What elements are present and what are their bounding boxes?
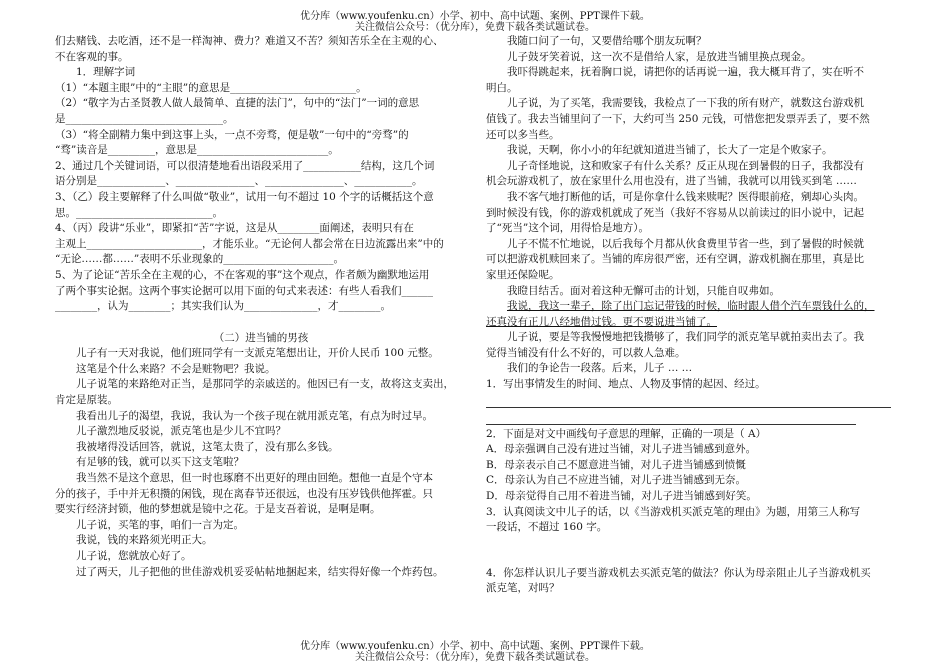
story-line: 我吓得跳起来，抚着胸口说，请把你的话再说一遍，我大概耳背了，实在听不 [507,66,864,79]
question-2: 2．下面是对文中画线句子意思的理解，正确的一项是（ A） [486,427,767,440]
story-line: 了“死当”这个词，用得恰是地方）。 [486,222,649,235]
underlined-sentence: 我说，我这一辈子，除了出门忘记带钱的时候，临时跟人借个汽车票钱什么的， [507,300,875,313]
story-line: 儿子说，为了买笔，我需要钱，我检点了一下我的所有财产，就数这台游戏机 [507,97,864,110]
story-line: 家里还保险呢。 [486,268,560,281]
question-1-title: 1．理解字词 [76,66,136,79]
story-line: 儿子说笔的来路绝对正当，是那同学的亲戚送的。他因已有一支，故将这支卖出， [76,378,454,391]
question-3: 3．认真阅读文中儿子的话，以《当游戏机买派克笔的理由》为题，用第三人称写 [486,505,861,518]
question-1b: （2）“敬字为古圣贤教人做人最简单、直捷的法门”，句中的“法门”一词的意思 [55,97,420,110]
question-1b-cont: 是______________________________。 [55,112,234,125]
story-line: 儿子激烈地反驳说，派克笔也是少儿不宜吗？ [76,425,286,438]
story-line: 过了两天，儿子把他的世佳游戏机妥妥帖帖地捆起来，结实得好像一个炸药包。 [76,565,444,578]
question-1c: （3）“将全副精力集中到这事上头，一点不旁骛，便是敬”一句中的“旁骛”的 [55,128,409,141]
story-line: 儿子说，您就放心好了。 [76,550,192,562]
story-line: 还可以多当些。 [486,128,560,141]
story-line: 儿子说，要是等我慢慢地把钱攒够了，我们同学的派克笔早就拍卖出去了。我 [507,331,864,344]
option-a: A．母亲强调自己没有进过当铺，对儿子进当铺感到意外。 [486,443,757,456]
story-line: 我瞪目结舌。面对着这种无懈可击的计划，只能自叹弗如。 [507,284,780,297]
answer-line[interactable] [486,410,856,425]
story-line: 有足够的钱，就可以买下这支笔啦？ [76,456,244,469]
question-4: 4、（丙）段讲“乐业”，即紧扣“苦”字说，这是从________面阐述，表明只有在 [55,222,414,235]
story-line: 儿子不慌不忙地说，以后我每个月都从伙食费里节省一些，到了暑假的时候就 [507,237,864,250]
story-line: 我当然不是这个意思，但一时也琢磨不出更好的理由回绝。想他一直是个守本 [76,472,433,485]
story-line: 我说，天啊，你小小的年纪就知道进当铺了，长大了一定是个败家子。 [507,144,833,157]
story-line: 儿子奇怪地说，这和败家子有什么关系？反正从现在到暑假的日子，我都没有 [507,159,864,172]
header-line-1: 优分库（www.youfenku.cn）小学、初中、高中试题、案例、PPT课件下载。 [300,11,650,22]
left-column [55,34,467,580]
question-3-cont: 思。__________________________。 [55,206,223,219]
story-line: 这笔是个什么来路？不会是赃物吧？我说。 [76,362,276,375]
story-line: 觉得当铺没有什么不好的，可以救人急难。 [486,346,686,359]
story-line: 我说，钱的来路须光明正大。 [76,534,213,547]
right-column [486,34,891,597]
question-5-cont: 了两个事实论据。这两个事实论据可以用下面的句式来表述：有些人看我们______ [55,284,433,297]
question-4-cont: 派克笔，对吗？ [486,582,560,595]
question-4-cont: “无论……都……”表明不乐业现象的_____________________。 [55,253,344,266]
story-line: 分的孩子，手中并无积攒的闲钱，现在离春节还很远，也没有压岁钱供他挥霍。只 [55,487,433,500]
question-2: 2、通过几个关键词语，可以很清楚地看出语段采用了___________结构，这几个词 [55,159,435,172]
question-4-cont: 主观上______________________，才能乐业。“无论何人都会常在日边流露出来”中的 [55,237,444,250]
story-line: 我们的争论告一段落。后来，儿子 … … [507,362,693,375]
story-line: 我看出儿子的渴望，我说，我认为一个孩子现在就用派克笔，有点为时过早。 [76,409,433,422]
passage-line: 不在客观的事。 [55,50,129,63]
option-d: D．母亲觉得自己用不着进当铺，对儿子进当铺感到好笑。 [486,490,757,503]
story-line: 我随口问了一句，又要借给哪个朋友玩啊？ [507,35,707,47]
question-1a: （1）“本题主眼”中的“主眼”的意思是________________________。 [55,81,367,94]
story-line: 儿子说，买笔的事，咱们一言为定。 [76,518,244,531]
story-line: 肯定是原装。 [55,394,118,407]
story-line: 机会玩游戏机了，放在家里什么用也没有，进了当铺，我就可以用钱买到笔 …… [486,175,857,188]
option-c: C．母亲认为自己不应进当铺，对儿子进当铺感到无奈。 [486,474,747,487]
question-1c-cont: “骛”读音是_________，意思是_________________________。 [55,144,339,157]
story-line: 我不客气地打断他的话，可是你拿什么钱来赎呢？医得眼前疮，剜却心头肉。 [507,190,864,203]
footer-line-2: 关注微信公众号：（优分库），免费下载各类试题试卷。 [355,652,595,663]
story-line: 明白。 [486,81,518,94]
question-4: 4．你怎样认识儿子要当游戏机去买派克笔的做法？你认为母亲阻止儿子当游戏机买 [486,566,871,579]
story-line: 可以把游戏机赎回来了。当铺的库房很严密，还有空调，游戏机搁在那里，真是比 [486,253,864,266]
option-b: B．母亲表示自己不愿意进当铺，对儿子进当铺感到愤慨 [486,458,746,471]
question-5-cont: ________，认为________；其实我们认为______________，才________。 [55,300,391,313]
header-line-2: 关注微信公众号：（优分库），免费下载各类试题试卷。 [355,22,595,33]
question-3-cont: 一段话，不超过 160 字。 [486,521,608,534]
story-line: 值钱了。我去当铺里问了一下，大约可当 250 元钱，可惜您把发票弄丢了，要不然 [486,112,870,125]
underlined-sentence: 还真没有正儿八经地借过钱。更不要说进当铺了。 [486,315,717,328]
story-line: 要实行经济封锁，他的梦想就是镜中之花。于是支吾着说，是啊是啊。 [55,503,381,516]
passage-title: （二）进当铺的男孩 [213,331,309,344]
question-3: 3、（乙）段主要解释了什么叫做“敬业”，试用一句不超过 10 个字的话概括这个意 [55,190,434,203]
story-line: 到时候没有钱，你的游戏机就成了死当（我好不容易从以前读过的旧小说中，记起 [486,206,864,219]
page-header [0,11,950,33]
story-line: 我被堵得没话回答，就说，这笔太贵了，没有那么多钱。 [76,440,339,453]
footer-line-1: 优分库（www.youfenku.cn）小学、初中、高中试题、案例、PPT课件下载。 [300,641,650,652]
question-5: 5、为了论证“苦乐全在主观的心，不在客观的事”这个观点，作者颇为幽默地运用 [55,268,430,281]
story-line: 儿子有一天对我说，他们班同学有一支派克笔想出让，开价人民币 100 元整。 [76,347,439,360]
page-footer [0,641,950,663]
passage-line: 们去赌钱、去吃酒，还不是一样淘神、费力？难道又不苦？须知苦乐全在主观的心、 [55,35,444,47]
question-1: 1．写出事情发生的时间、地点、人物及事情的起因、经过。 [486,378,766,391]
story-line: 儿子鼓牙笑着说，这一次不是借给人家，是放进当铺里换点现金。 [507,50,812,63]
answer-line[interactable] [486,393,891,408]
question-2-cont: 语分别是_____________、_______________、_______________、___________。 [55,175,423,188]
